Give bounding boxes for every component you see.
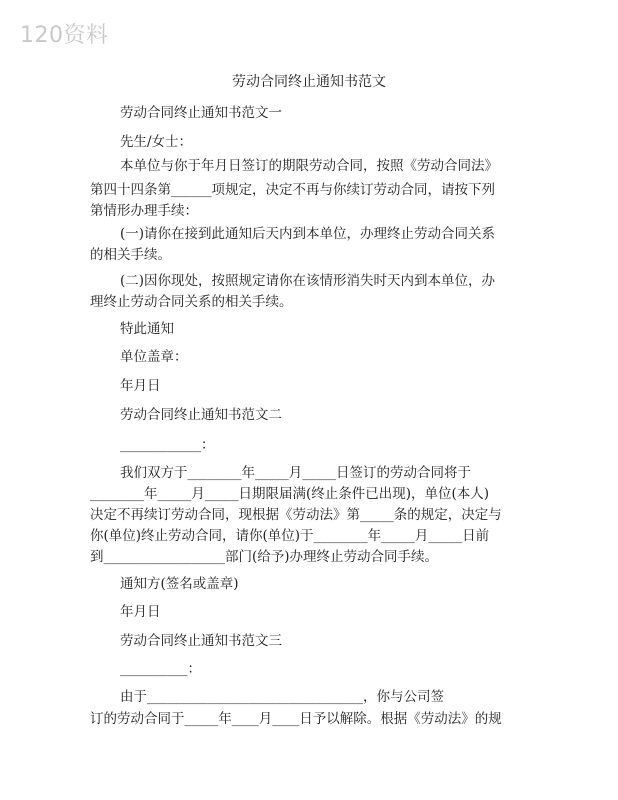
section-heading-1: 劳动合同终止通知书范文一 (120, 105, 282, 121)
notifier-signature: 通知方(签名或盖章) (120, 576, 239, 592)
section-heading-3: 劳动合同终止通知书范文三 (120, 633, 282, 649)
seal-label: 单位盖章： (120, 349, 188, 365)
paragraph-line: (二)因你现处，按照规定请你在该情形消失时天内到本单位，办 (120, 273, 496, 289)
section-heading-2: 劳动合同终止通知书范文二 (120, 407, 282, 423)
paragraph-line: 第四十四条第______项规定，决定不再与你续订劳动合同，请按下列 (90, 182, 495, 198)
paragraph-line: 理终止劳动合同关系的相关手续。 (90, 294, 293, 310)
salutation-1: 先生/女士： (120, 134, 193, 150)
date-line: 年月日 (120, 378, 161, 394)
paragraph-line: ________年_____月_____日期限届满(终止条件已出现)，单位(本人) (90, 486, 490, 502)
paragraph-line: (一)请你在接到此通知后天内到本单位，办理终止劳动合同关系 (120, 226, 496, 242)
paragraph-line: 本单位与你于年月日签订的期限劳动合同，按照《劳动合同法》 (120, 158, 498, 174)
paragraph-line: 你(单位)终止劳动合同，请你(单位)于________年_____月_____日前 (90, 528, 490, 544)
addressee-blank: ____________： (120, 437, 215, 453)
closing-notice: 特此通知 (120, 321, 174, 337)
date-line: 年月日 (120, 604, 161, 620)
paragraph-line: 由于________________________________，你与公司签 (120, 689, 444, 705)
paragraph-line: 到__________________部门(给予)办理终止劳动合同手续。 (90, 549, 439, 565)
addressee-blank: __________： (120, 661, 201, 677)
paragraph-line: 决定不再续订劳动合同，现根据《劳动法》第_____条的规定，决定与 (90, 507, 502, 523)
paragraph-line: 的相关手续。 (90, 247, 171, 263)
paragraph-line: 第情形办理手续： (90, 203, 198, 219)
document-title: 劳动合同终止通知书范文 (232, 74, 386, 90)
paragraph-line: 订的劳动合同于_____年____月____日予以解除。根据《劳动法》的规 (90, 711, 502, 727)
paragraph-line: 我们双方于________年_____月_____日签订的劳动合同将于 (120, 465, 471, 481)
watermark-logo: 120资料 (20, 23, 109, 48)
